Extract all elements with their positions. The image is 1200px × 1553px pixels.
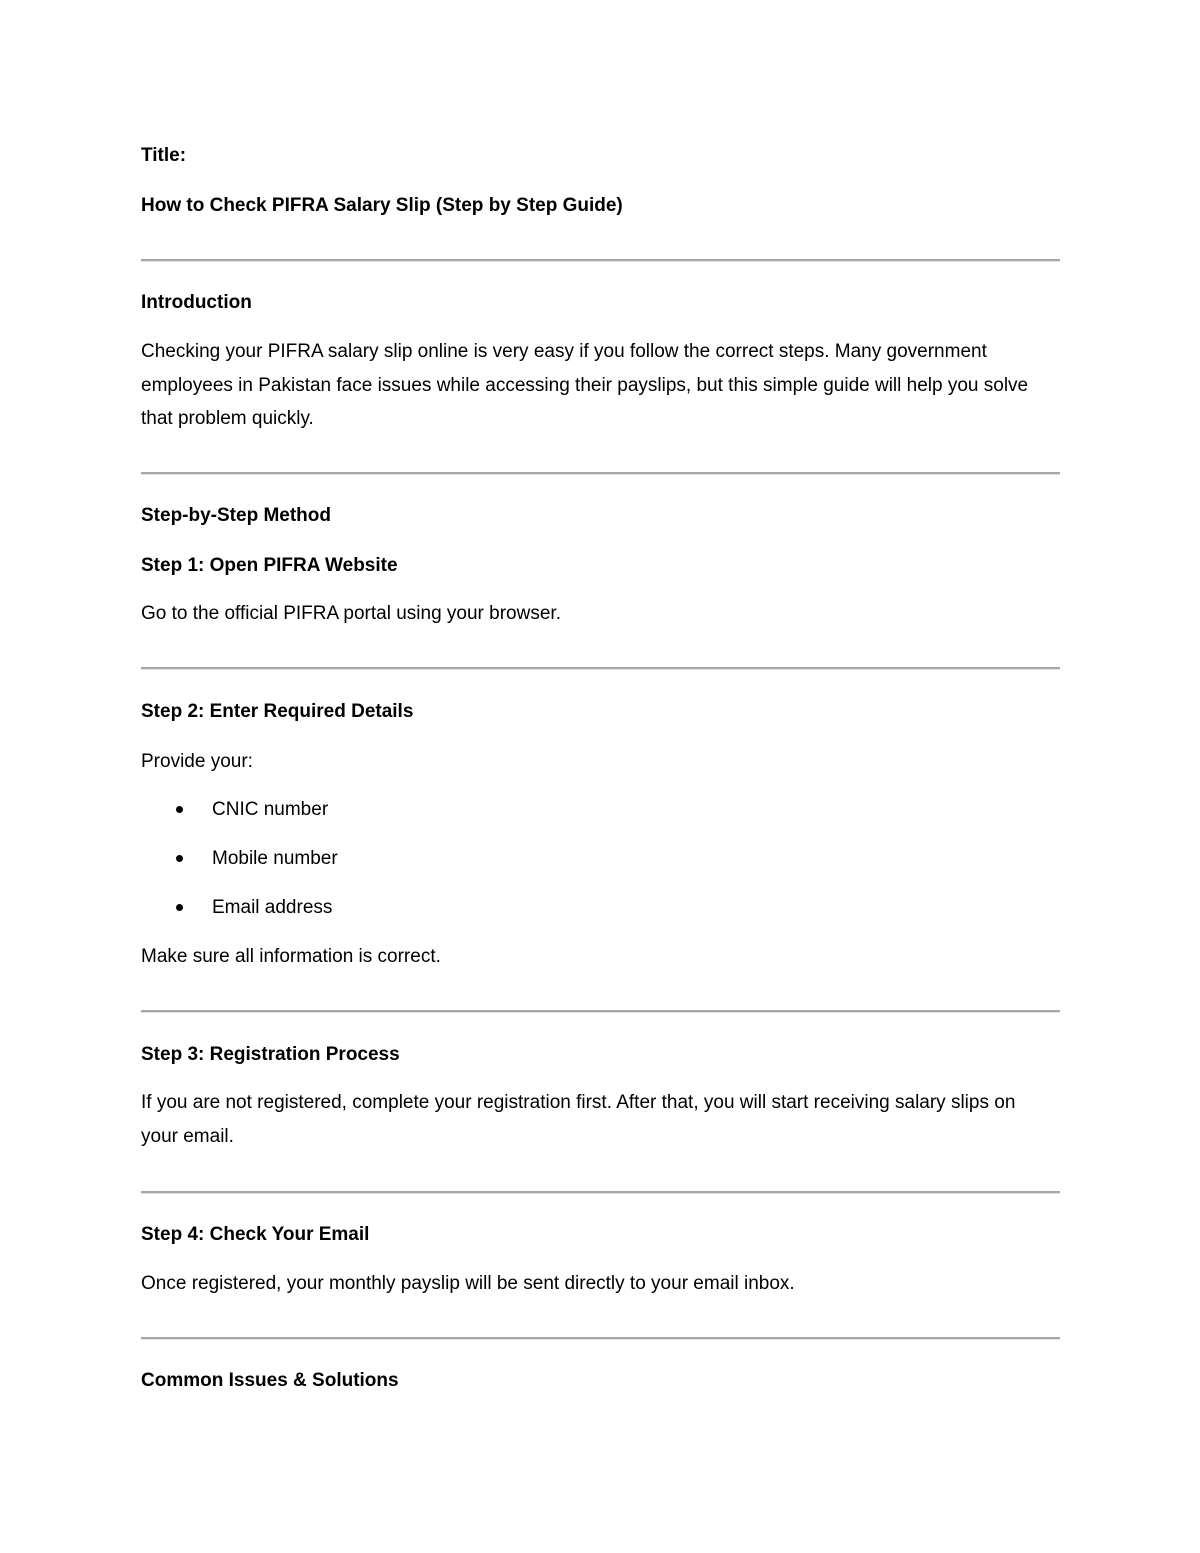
horizontal-rule [141, 259, 1060, 262]
step-3-heading: Step 3: Registration Process [141, 1044, 400, 1065]
list-item-label: Mobile number [212, 848, 338, 869]
list-item-label: CNIC number [212, 799, 329, 820]
step-4-body: Once registered, your monthly payslip will be sent directly to your email inbox. [141, 1273, 795, 1294]
step-1-heading: Step 1: Open PIFRA Website [141, 555, 398, 576]
step-1-body: Go to the official PIFRA portal using your browser. [141, 603, 561, 624]
document-title: How to Check PIFRA Salary Slip (Step by Step Guide) [141, 195, 623, 216]
step-2-note: Make sure all information is correct. [141, 946, 441, 967]
issues-heading: Common Issues & Solutions [141, 1370, 399, 1391]
horizontal-rule [141, 1337, 1060, 1340]
introduction-heading: Introduction [141, 292, 252, 313]
method-heading: Step-by-Step Method [141, 505, 331, 526]
list-item [141, 891, 741, 924]
bullet-icon [176, 904, 183, 911]
bullet-icon [176, 806, 183, 813]
horizontal-rule [141, 667, 1060, 670]
step-2-heading: Step 2: Enter Required Details [141, 701, 414, 722]
horizontal-rule [141, 1191, 1060, 1194]
step-4-heading: Step 4: Check Your Email [141, 1224, 370, 1245]
horizontal-rule [141, 472, 1060, 475]
title-label: Title: [141, 145, 187, 166]
horizontal-rule [141, 1010, 1060, 1013]
step-3-body: If you are not registered, complete your registration first. After that, you will start receiving salary slips on your email. [141, 1092, 1016, 1147]
list-item [141, 842, 741, 875]
step-2-intro: Provide your: [141, 751, 253, 772]
bullet-icon [176, 855, 183, 862]
list-item [141, 793, 741, 826]
introduction-paragraph: Checking your PIFRA salary slip online is very easy if you follow the correct steps. Many government employees in Pakistan face issues while accessing their payslips, but this simple guide will help you solve that problem quickly. [141, 341, 1029, 429]
list-item-label: Email address [212, 897, 333, 918]
